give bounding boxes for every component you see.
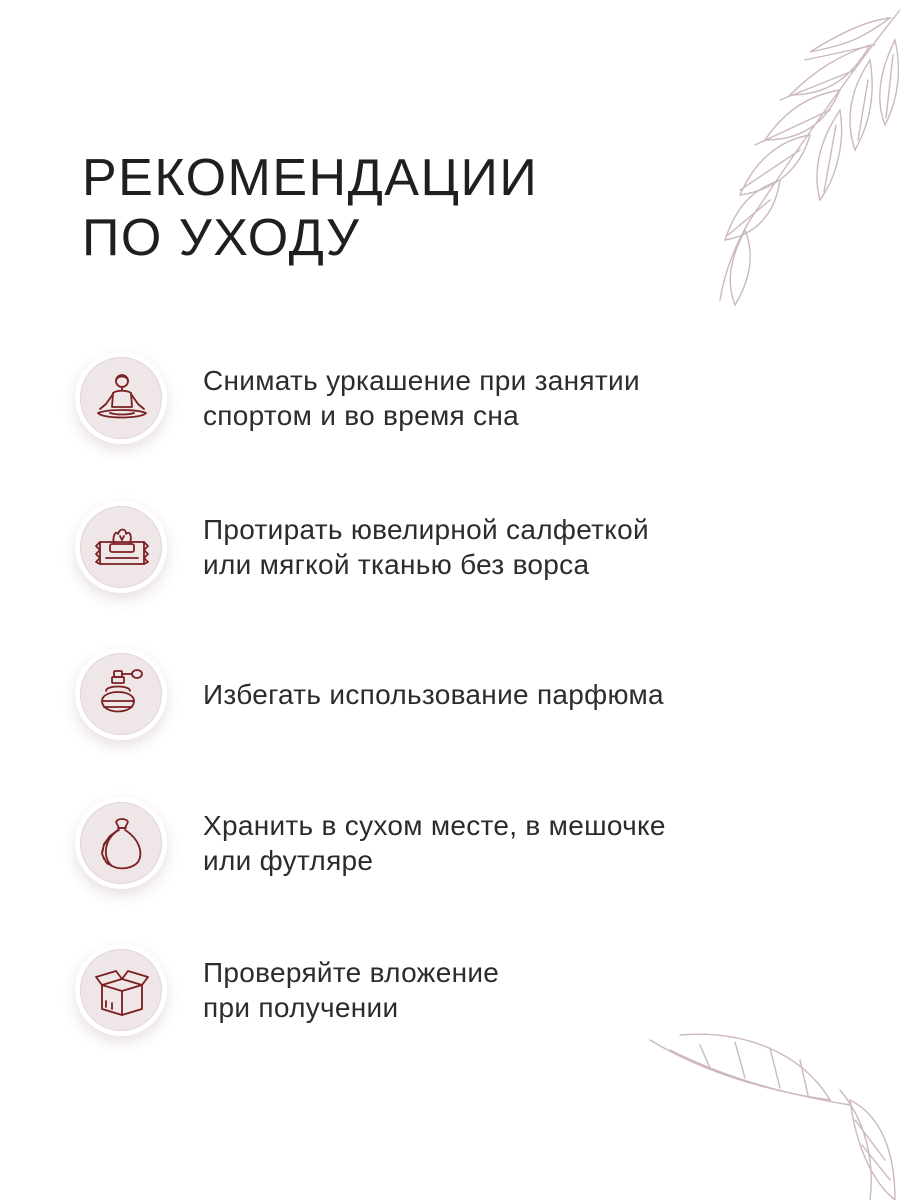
care-tip-line-1: Хранить в сухом месте, в мешочке — [203, 810, 666, 841]
meditation-icon — [92, 369, 152, 429]
care-tip-item — [75, 648, 855, 738]
care-tip-text — [203, 797, 843, 889]
care-tip-text — [203, 648, 843, 740]
care-tip-text — [203, 944, 843, 1036]
wipes-pack-icon — [92, 518, 152, 578]
care-tip-line-2: или мягкой тканью без ворса — [203, 549, 590, 580]
care-tip-text — [203, 501, 843, 593]
icon-badge — [75, 501, 167, 593]
care-tip-line-2: спортом и во время сна — [203, 400, 519, 431]
care-tip-line-1: Проверяйте вложение — [203, 957, 500, 988]
perfume-bottle-icon — [92, 665, 152, 725]
icon-badge — [75, 797, 167, 889]
care-tip-line-1: Снимать уркашение при занятии — [203, 365, 640, 396]
care-tip-text — [203, 352, 843, 444]
care-tip-item — [75, 501, 855, 591]
open-box-icon — [92, 961, 152, 1021]
care-tip-line-2: при получении — [203, 992, 399, 1023]
page-title-line-2: ПО УХОДУ — [82, 209, 361, 267]
care-tip-item — [75, 352, 855, 442]
icon-badge — [75, 944, 167, 1036]
page-title-line-1: РЕКОМЕНДАЦИИ — [82, 149, 539, 207]
care-tip-item — [75, 797, 855, 887]
pouch-bag-icon — [92, 814, 152, 874]
care-tip-line-1: Протирать ювелирной салфеткой — [203, 514, 649, 545]
icon-badge — [75, 648, 167, 740]
icon-badge — [75, 352, 167, 444]
care-tip-line-1: Избегать использование парфюма — [203, 678, 664, 710]
care-tip-item — [75, 944, 855, 1034]
care-tip-line-2: или футляре — [203, 845, 374, 876]
